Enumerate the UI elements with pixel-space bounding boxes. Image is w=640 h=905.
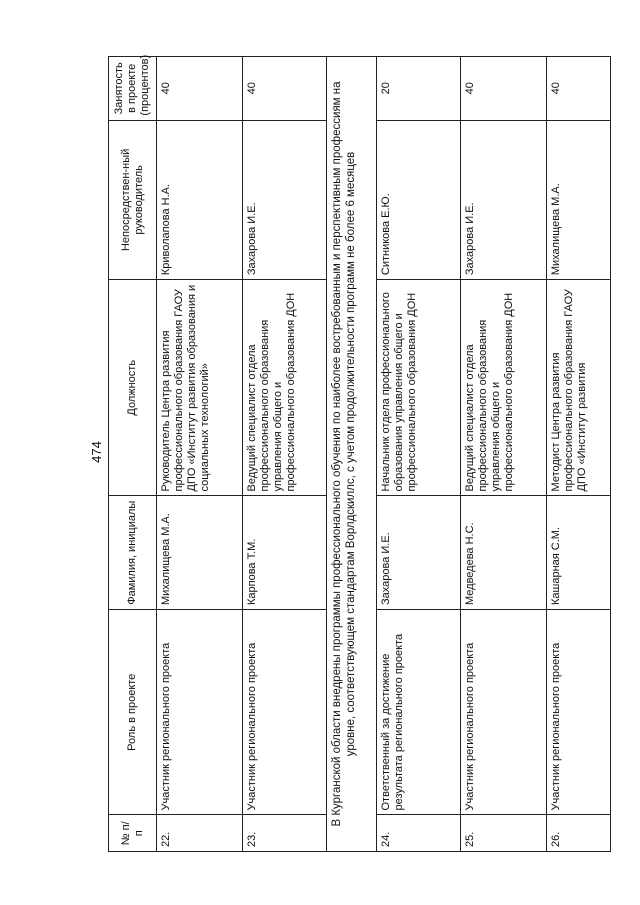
row-load: 40 (547, 57, 611, 121)
row-manager: Захарова И.Е. (243, 120, 327, 280)
row-role: Участник регионального проекта (547, 610, 611, 816)
row-role: Ответственный за достижение результата регионального проекта (377, 610, 461, 816)
section-title: В Курганской области внедрены программы профессионального обучения по наиболее востребованным и перспективным профессиям на уровне, соответствующем стандартам Ворлдскиллс, с учетом продолжительности программ не более 6 месяцев (327, 57, 377, 852)
row-position: Начальник отдела профессионального образования управления общего и профессионального образования ДОН (377, 280, 461, 496)
row-position: Ведущий специалист отдела профессионального образования управления общего и профессионального образования ДОН (243, 280, 327, 496)
rotated-table (108, 56, 610, 852)
header-role: Роль в проекте (109, 610, 157, 816)
row-name: Захарова И.Е. (377, 496, 461, 610)
header-position: Должность (109, 280, 157, 496)
table-row (243, 57, 327, 852)
row-name: Карпова Т.М. (243, 496, 327, 610)
row-name: Кашарная С.М. (547, 496, 611, 610)
table-row (461, 57, 547, 852)
table-row (377, 57, 461, 852)
header-manager: Непосредствен-ный руководитель (109, 120, 157, 280)
row-name: Медведева Н.С. (461, 496, 547, 610)
header-row (109, 57, 157, 852)
row-load: 40 (243, 57, 327, 121)
header-load: Занятость в проекте (процентов) (109, 57, 157, 121)
header-name: Фамилия, инициалы (109, 496, 157, 610)
row-num: 24. (377, 815, 461, 852)
row-num: 26. (547, 815, 611, 852)
row-num: 22. (157, 815, 243, 852)
table-row (157, 57, 243, 852)
row-role: Участник регионального проекта (461, 610, 547, 816)
section-row (327, 57, 377, 852)
row-position: Руководитель Центра развития профессионального образования ГАОУ ДПО «Институт развития образования и социальных технологий» (157, 280, 243, 496)
row-role: Участник регионального проекта (243, 610, 327, 816)
header-num: № п/п (109, 815, 157, 852)
row-num: 23. (243, 815, 327, 852)
table-row (547, 57, 611, 852)
page-number: 474 (89, 441, 104, 463)
row-manager: Криволапова Н.А. (157, 120, 243, 280)
row-load: 40 (157, 57, 243, 121)
project-staff-table (108, 56, 611, 852)
row-name: Михалищева М.А. (157, 496, 243, 610)
table-frame (108, 56, 610, 852)
row-role: Участник регионального проекта (157, 610, 243, 816)
row-position: Методист Центра развития профессионального образования ГАОУ ДПО «Институт развития (547, 280, 611, 496)
row-manager: Захарова И.Е. (461, 120, 547, 280)
row-manager: Михалищева М.А. (547, 120, 611, 280)
row-manager: Ситникова Е.Ю. (377, 120, 461, 280)
row-load: 20 (377, 57, 461, 121)
row-position: Ведущий специалист отдела профессионального образования управления общего и профессионального образования ДОН (461, 280, 547, 496)
row-load: 40 (461, 57, 547, 121)
row-num: 25. (461, 815, 547, 852)
